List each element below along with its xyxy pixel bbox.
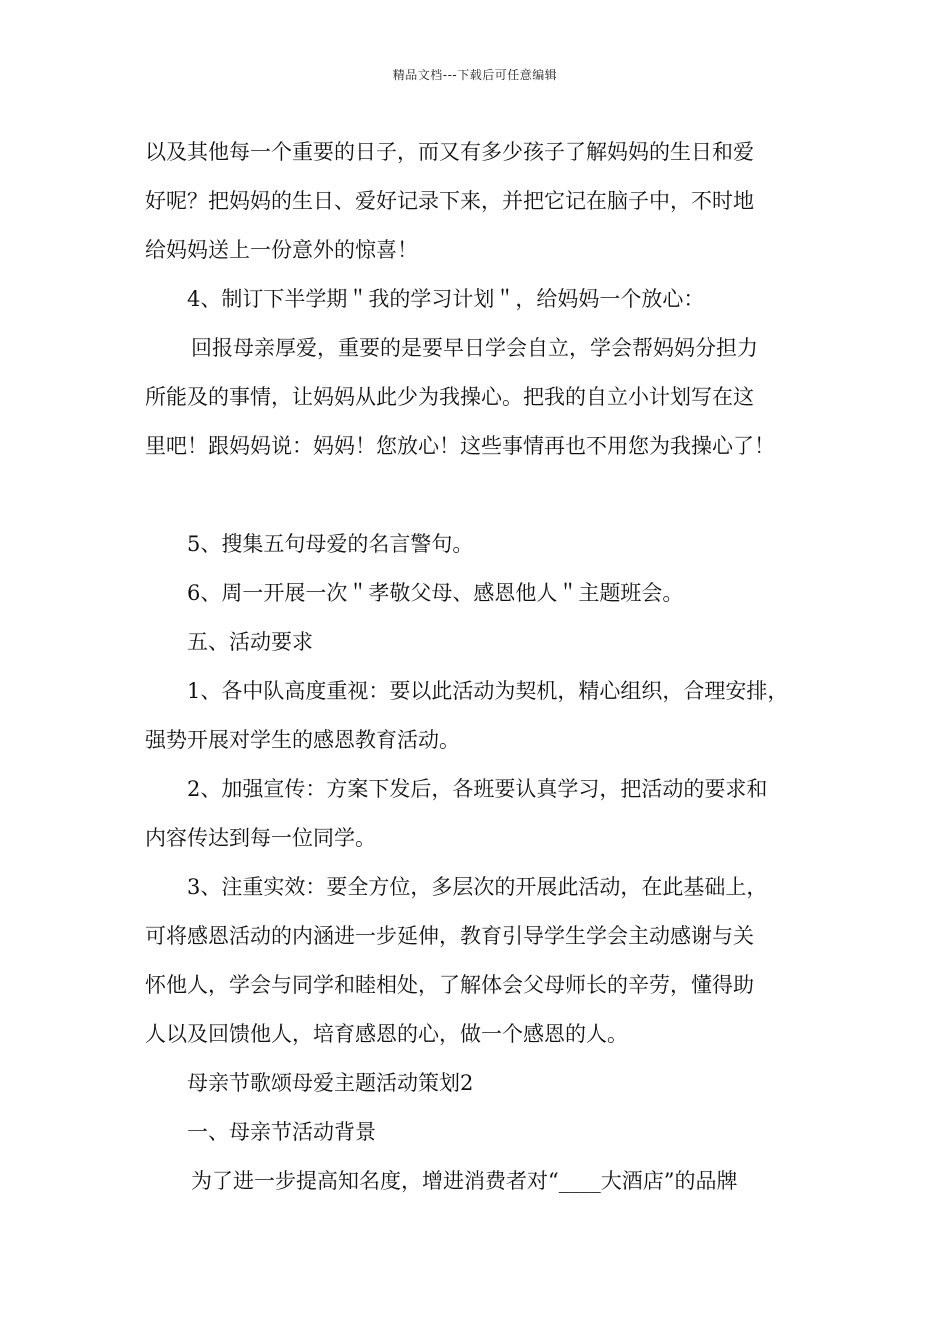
blank-line [145,477,835,526]
document-title: 母亲节歌颂母爱主题活动策划2 [187,1071,474,1095]
body-line: 怀他人，学会与同学和睦相处，了解体会父母师长的辛劳，懂得助 [145,973,754,997]
requirement-item-3: 3、注重实效：要全方位，多层次的开展此活动，在此基础上， [187,875,768,899]
requirement-item-1: 1、各中队高度重视：要以此活动为契机，精心组织，合理安排， [187,679,789,703]
body-line: 里吧！跟妈妈说：妈妈！您放心！这些事情再也不用您为我操心了！ [145,434,775,458]
body-line: 以及其他每一个重要的日子，而又有多少孩子了解妈妈的生日和爱 [145,140,754,164]
requirement-item-2: 2、加强宣传：方案下发后，各班要认真学习，把活动的要求和 [187,777,768,801]
paragraph-line: 回报母亲厚爱，重要的是要早日学会自立，学会帮妈妈分担力 [191,336,758,360]
section-heading: 五、活动要求 [187,630,313,654]
list-item-4: 4、制订下半学期＂我的学习计划＂，给妈妈一个放心： [187,287,705,311]
paragraph-line: 为了进一步提高知名度，增进消费者对“____大酒店”的品牌 [191,1169,738,1193]
body-line: 好呢？把妈妈的生日、爱好记录下来，并把它记在脑子中，不时地 [145,189,754,213]
list-item-5: 5、搜集五句母爱的名言警句。 [187,532,474,556]
section-heading: 一、母亲节活动背景 [187,1120,376,1144]
body-line: 人以及回馈他人，培育感恩的心，做一个感恩的人。 [145,1022,628,1046]
body-line: 所能及的事情，让妈妈从此少为我操心。把我的自立小计划写在这 [145,385,754,409]
list-item-6: 6、周一开展一次＂孝敬父母、感恩他人＂主题班会。 [187,581,684,605]
body-line: 可将感恩活动的内涵进一步延伸，教育引导学生学会主动感谢与关 [145,924,754,948]
body-line: 给妈妈送上一份意外的惊喜！ [145,238,418,262]
page-header: 精品文档---下载后可任意编辑 [392,68,558,82]
body-line: 内容传达到每一位同学。 [145,826,376,850]
document-body [145,134,835,1212]
body-line: 强势开展对学生的感恩教育活动。 [145,728,460,752]
